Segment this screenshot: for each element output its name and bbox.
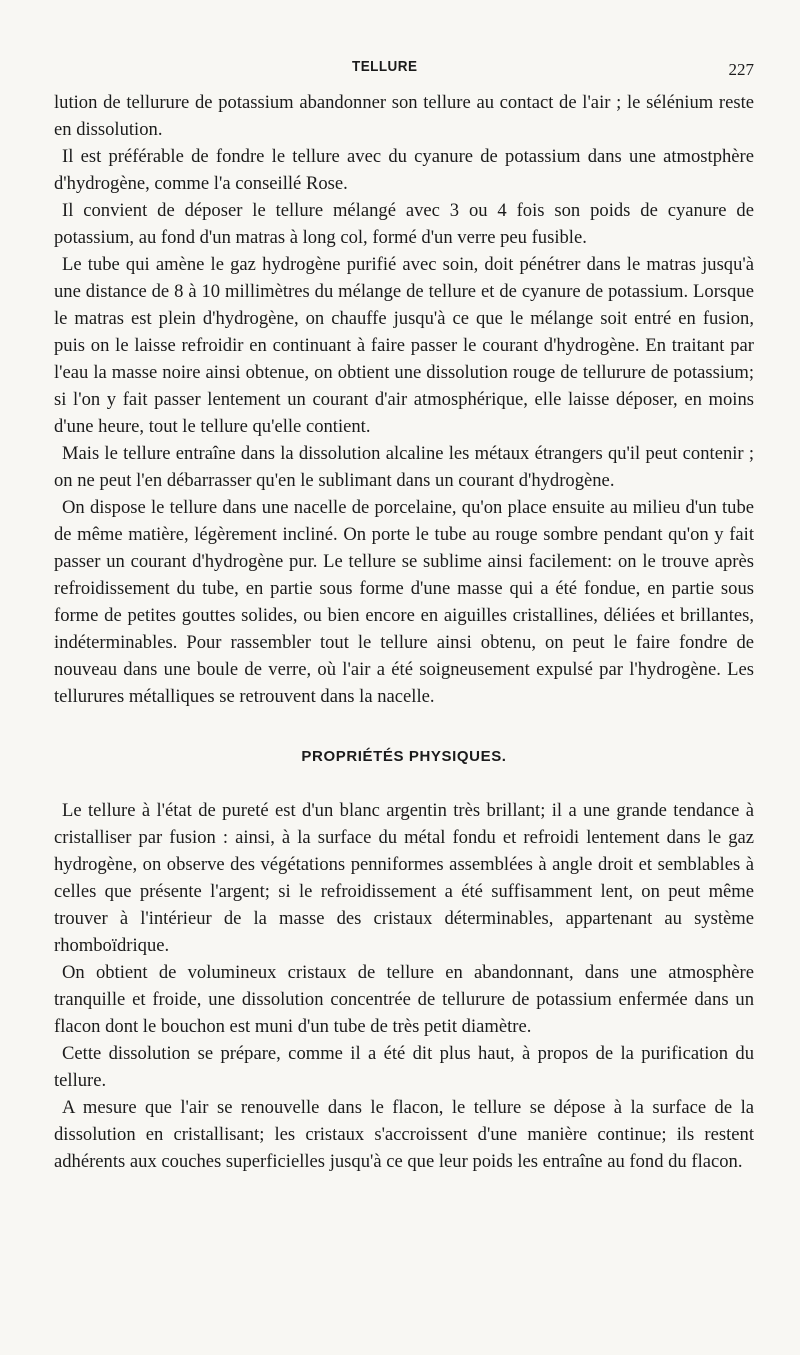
paragraph: Mais le tellure entraîne dans la dissolution alcaline les métaux étrangers qu'il peut contenir ; on ne peut l'en débarrasser qu'en le sublimant dans un courant d'hydrogène. [54,443,754,491]
page-number: 227 [728,60,754,79]
running-header [0,58,800,84]
paragraph: Il est préférable de fondre le tellure avec du cyanure de potassium dans une atmostphère d'hydrogène, comme l'a conseillé Rose. [54,146,754,194]
running-title: TELLURE [352,58,418,75]
paragraph: On dispose le tellure dans une nacelle de porcelaine, qu'on place ensuite au milieu d'un tube de même matière, légèrement incliné. On porte le tube au rouge sombre pendant qu'on y fait passer un courant d'hydrogène pur. Le tellure se sublime ainsi facilement: on le trouve après refroidissement du tube, en partie sous forme d'une masse qui a été fondue, en partie sous forme de petites gouttes solides, ou bien encore en aiguilles cristallines, déliées et brillantes, indéterminables. Pour rassembler tout le tellure ainsi obtenu, on peut le faire fondre de nouveau dans une boule de verre, où l'air a été soigneusement expulsé par l'hydrogène. Les tellurures métalliques se retrouvent dans la nacelle. [54,497,754,707]
paragraph: Le tellure à l'état de pureté est d'un blanc argentin très brillant; il a une grande tendance à cristalliser par fusion : ainsi, à la surface du métal fondu et refroidi lentement dans le gaz hydrogène, on observe des végétations penniformes assemblées à angle droit et semblables à celles que présente l'argent; si le refroidissement a été suffisamment lent, on peut même trouver à l'intérieur de la masse des cristaux déterminables, appartenant au système rhomboïdrique. [54,800,754,956]
paragraph: Cette dissolution se prépare, comme il a été dit plus haut, à propos de la purification du tellure. [54,1043,754,1091]
paragraph: Le tube qui amène le gaz hydrogène purifié avec soin, doit pénétrer dans le matras jusqu'à une distance de 8 à 10 millimètres du mélange de tellure et de cyanure de potassium. Lorsque le matras est plein d'hydrogène, on chauffe jusqu'à ce que le mélange soit entré en fusion, puis on le laisse refroidir en continuant à faire passer le courant d'hydrogène. En traitant par l'eau la masse noire ainsi obtenue, on obtient une dissolution rouge de tellurure de potassium; si l'on y fait passer lentement un courant d'air atmosphérique, elle laisse déposer, en moins d'une heure, tout le tellure qu'elle contient. [54,254,754,437]
paragraph: lution de tellurure de potassium abandonner son tellure au contact de l'air ; le sélénium reste en dissolution. [54,92,754,140]
paragraph: On obtient de volumineux cristaux de tellure en abandonnant, dans une atmosphère tranquille et froide, une dissolution concentrée de tellurure de potassium enfermée dans un flacon dont le bouchon est muni d'un tube de très petit diamètre. [54,962,754,1037]
page-body [54,89,754,1175]
section-heading: PROPRIÉTÉS PHYSIQUES. [301,748,507,765]
paragraph: Il convient de déposer le tellure mélangé avec 3 ou 4 fois son poids de cyanure de potassium, au fond d'un matras à long col, formé d'un verre peu fusible. [54,200,754,248]
paragraph: A mesure que l'air se renouvelle dans le flacon, le tellure se dépose à la surface de la dissolution en cristallisant; les cristaux s'accroissent d'une manière continue; ils restent adhérents aux couches superficielles jusqu'à ce que leur poids les entraîne au fond du flacon. [54,1097,754,1172]
